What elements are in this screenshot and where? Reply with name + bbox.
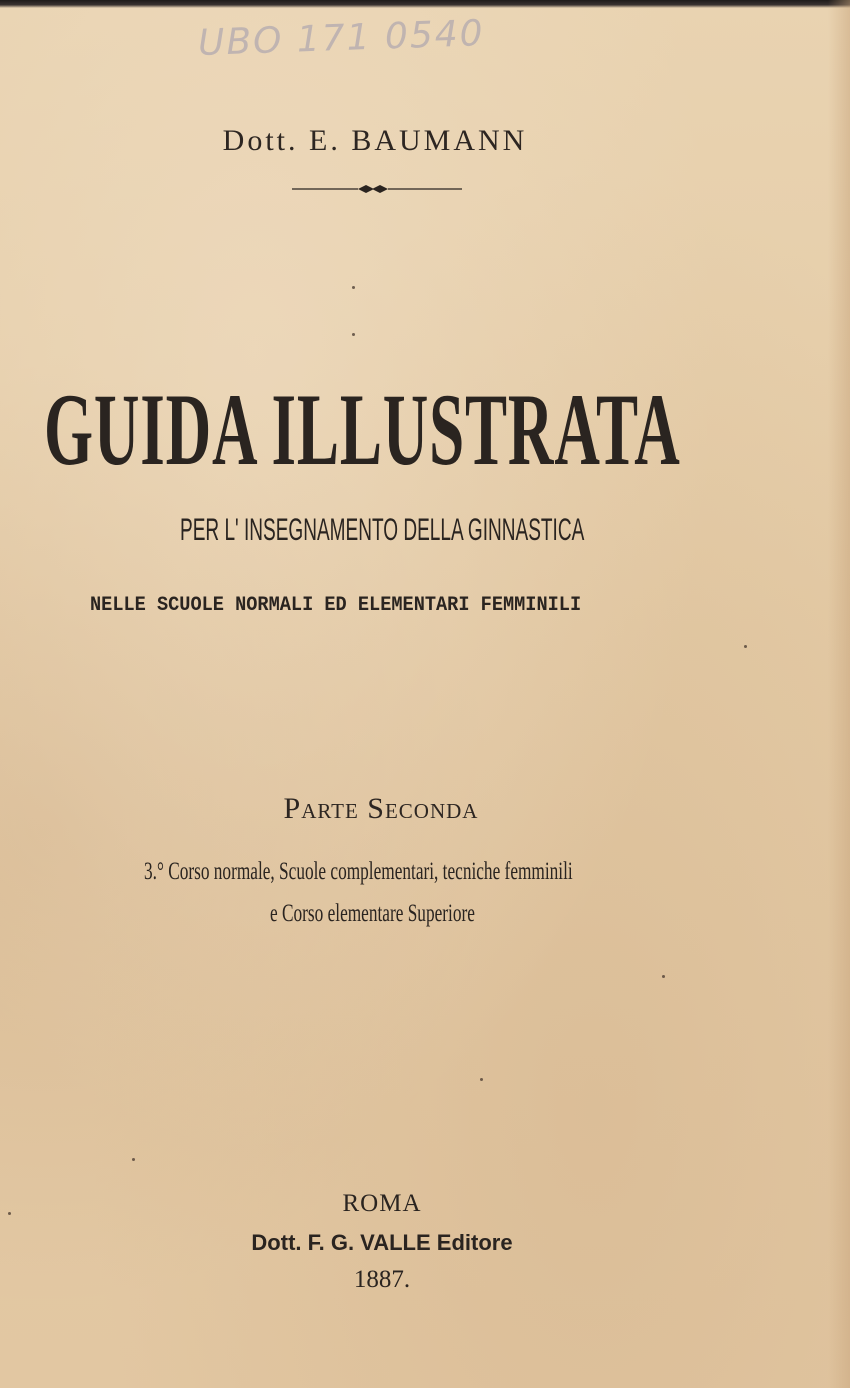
foxing-speck xyxy=(132,1158,135,1161)
foxing-speck xyxy=(480,1078,483,1081)
foxing-speck xyxy=(8,1212,11,1215)
subtitle-line-1: PER L' INSEGNAMENTO DELLA GINNASTICA xyxy=(180,512,585,547)
subtitle-line-2: NELLE SCUOLE NORMALI ED ELEMENTARI FEMMINILI xyxy=(90,594,582,617)
part-title-text: Parte Seconda xyxy=(283,792,479,825)
imprint-city: ROMA xyxy=(342,1190,422,1217)
imprint-year: 1887. xyxy=(353,1266,411,1293)
foxing-speck xyxy=(352,333,355,336)
foxing-speck xyxy=(662,975,665,978)
catalog-mark: UBO 171 0540 xyxy=(197,13,486,64)
foxing-speck xyxy=(744,645,747,648)
description-line-1: 3.° Corso normale, Scuole complementari, tecniche femminili xyxy=(144,858,573,886)
part-title xyxy=(0,792,762,826)
author-name: Dott. E. BAUMANN xyxy=(222,124,528,157)
page-top-edge xyxy=(0,0,850,8)
foxing-speck xyxy=(352,286,355,289)
page-right-edge-shadow xyxy=(828,0,850,1388)
description-line-2: e Corso elementare Superiore xyxy=(270,900,475,928)
ornament-rule xyxy=(292,182,462,196)
book-title: GUIDA ILLUSTRATA xyxy=(44,373,681,487)
imprint-publisher: Dott. F. G. VALLE Editore xyxy=(251,1230,513,1255)
